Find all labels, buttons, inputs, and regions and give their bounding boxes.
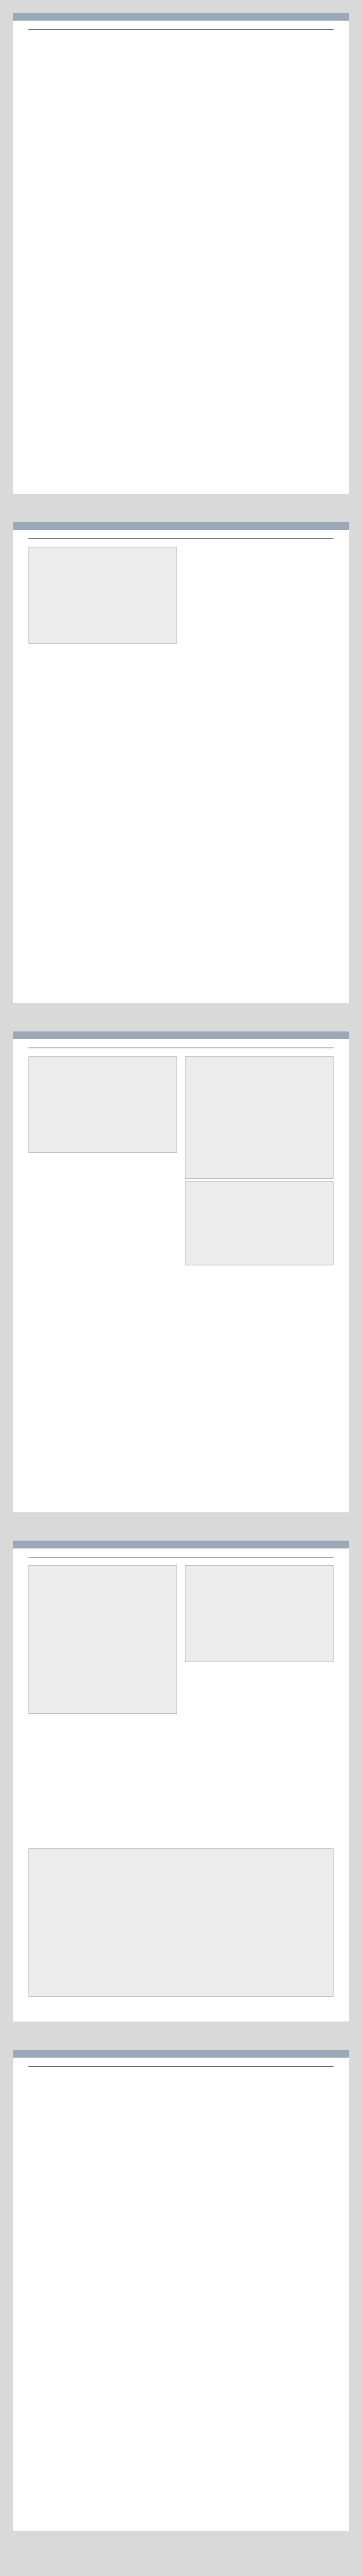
page-4 xyxy=(13,1541,349,2022)
journal-banner xyxy=(13,1031,349,1039)
page-3 xyxy=(13,1031,349,1512)
journal-banner xyxy=(13,13,349,21)
column-left xyxy=(28,2072,177,2517)
page-body xyxy=(28,1053,334,1498)
figure-4-image xyxy=(185,1181,334,1265)
page-body xyxy=(28,1563,334,2007)
page-2 xyxy=(13,522,349,1003)
column-right xyxy=(185,2072,334,2517)
figure-7-image xyxy=(28,1848,334,1997)
running-head xyxy=(28,1551,334,1557)
page-5 xyxy=(13,2050,349,2531)
column-right xyxy=(185,544,334,989)
figure-6-image xyxy=(185,1565,334,1662)
journal-banner xyxy=(13,1541,349,1548)
column-right xyxy=(185,1053,334,1498)
figure-3-image xyxy=(185,1056,334,1179)
page-body xyxy=(28,35,334,480)
running-head xyxy=(28,533,334,539)
page-body xyxy=(28,2072,334,2517)
figure-2-image xyxy=(28,1056,177,1153)
running-head xyxy=(28,1042,334,1048)
column-left xyxy=(28,1053,177,1498)
running-head xyxy=(28,2060,334,2067)
journal-banner xyxy=(13,2050,349,2058)
page-1 xyxy=(13,13,349,494)
page-body xyxy=(28,544,334,989)
figure-1-image xyxy=(28,547,177,644)
running-head xyxy=(28,23,334,30)
column-left xyxy=(28,544,177,989)
journal-banner xyxy=(13,522,349,530)
figure-5-image xyxy=(28,1565,177,1714)
